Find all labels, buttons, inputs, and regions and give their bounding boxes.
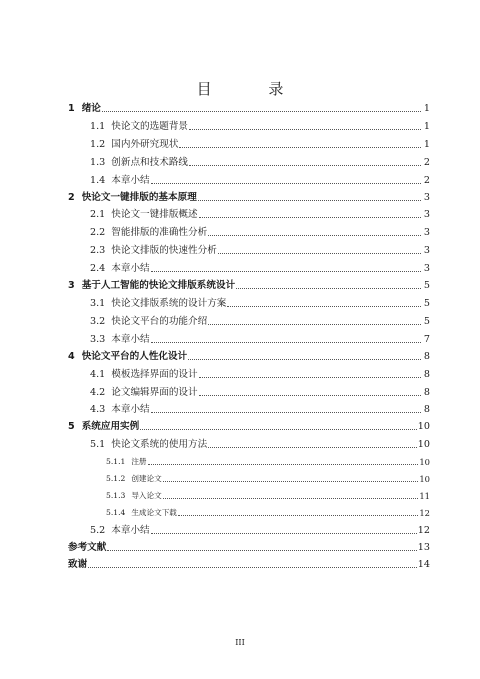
toc-entry-page: 14 (417, 559, 430, 571)
dot-leader (179, 147, 421, 148)
toc-entry[interactable] (68, 168, 430, 186)
dot-leader (163, 481, 419, 482)
dot-leader (151, 183, 421, 184)
dot-leader (151, 271, 421, 272)
toc-entry-page: 8 (423, 404, 430, 416)
toc-entry-number: 4.3 (90, 404, 106, 416)
dot-leader (151, 533, 417, 534)
dot-leader (236, 288, 421, 289)
toc-entry-page: 1 (423, 138, 430, 150)
toc-entry[interactable] (68, 150, 430, 168)
dot-leader (199, 217, 421, 218)
toc-entry-page: 3 (423, 245, 430, 257)
toc-entry[interactable] (68, 345, 430, 362)
toc-entry[interactable] (68, 186, 430, 203)
toc-entry-title: 快论文一键排版概述 (111, 209, 198, 221)
toc-entry-title: 本章小结 (111, 333, 150, 345)
dot-leader (151, 412, 421, 413)
dot-leader (148, 464, 419, 465)
toc-entry-page: 3 (423, 209, 430, 221)
toc-entry-page: 3 (423, 191, 430, 203)
toc-entry[interactable] (68, 501, 430, 518)
toc-entry-page: 2 (423, 156, 430, 168)
toc-entry-page: 3 (423, 227, 430, 239)
toc-entry-number: 1.3 (90, 156, 106, 168)
dot-leader (208, 324, 421, 325)
toc-entry-page: 3 (423, 263, 430, 275)
toc-entry-title: 致谢 (68, 559, 88, 571)
toc-entry[interactable] (68, 484, 430, 501)
table-of-contents (68, 97, 430, 570)
toc-entry-number: 5.1 (90, 439, 106, 451)
dot-leader (189, 129, 421, 130)
toc-entry[interactable] (68, 467, 430, 484)
toc-entry-page: 11 (419, 491, 430, 502)
toc-entry[interactable] (68, 362, 430, 380)
dot-leader (107, 550, 416, 551)
toc-entry-number: 2.3 (90, 245, 106, 257)
dot-leader (189, 165, 421, 166)
toc-entry[interactable] (68, 518, 430, 536)
toc-entry-title: 快论文的选题背景 (111, 120, 189, 132)
toc-entry-page: 12 (419, 508, 430, 519)
toc-entry-number: 3.1 (90, 298, 106, 310)
toc-entry-page: 10 (417, 439, 430, 451)
toc-entry-page: 8 (423, 350, 430, 362)
toc-entry-number: 1.2 (90, 138, 106, 150)
toc-entry-page: 5 (423, 298, 430, 310)
toc-entry-number: 1 (68, 103, 75, 114)
dot-leader (163, 498, 419, 499)
toc-entry-title: 导入论文 (131, 491, 162, 501)
dot-leader (218, 253, 421, 254)
toc-entry-page: 8 (423, 386, 430, 398)
toc-entry-page: 12 (417, 525, 430, 537)
toc-entry[interactable] (68, 380, 430, 398)
toc-entry-number: 5.1.3 (106, 491, 126, 501)
toc-entry-number: 5.1.4 (106, 508, 126, 518)
toc-entry-title: 快论文排版的快速性分析 (111, 245, 217, 257)
dot-leader (199, 395, 421, 396)
toc-entry-page: 10 (419, 457, 430, 468)
dot-leader (188, 359, 421, 360)
toc-entry-number: 4 (68, 350, 75, 362)
toc-entry[interactable] (68, 203, 430, 221)
toc-entry-title: 参考文献 (68, 542, 107, 554)
toc-entry-number: 3.2 (90, 315, 106, 327)
toc-entry-title: 快论文平台的功能介绍 (111, 315, 208, 327)
toc-entry[interactable] (68, 553, 430, 570)
toc-entry[interactable] (68, 238, 430, 256)
toc-entry-number: 2.4 (90, 263, 106, 275)
toc-entry-page: 1 (423, 103, 430, 114)
toc-entry-title: 快论文排版系统的设计方案 (111, 298, 227, 310)
toc-entry-title: 本章小结 (111, 404, 150, 416)
toc-entry-page: 13 (417, 542, 430, 554)
toc-entry-page: 10 (417, 421, 430, 433)
toc-entry-number: 2.2 (90, 227, 106, 239)
toc-entry[interactable] (68, 450, 430, 467)
toc-entry-page: 7 (423, 333, 430, 345)
toc-entry-title: 模板选择界面的设计 (111, 368, 198, 380)
toc-entry-title: 注册 (131, 457, 147, 467)
dot-leader (199, 377, 421, 378)
toc-entry[interactable] (68, 256, 430, 274)
toc-entry-number: 5.1.2 (106, 474, 126, 484)
toc-entry-page: 1 (423, 120, 430, 132)
toc-entry-number: 4.1 (90, 368, 106, 380)
toc-entry-page: 5 (423, 280, 430, 292)
toc-entry-title: 本章小结 (111, 174, 150, 186)
toc-entry-title: 论文编辑界面的设计 (111, 386, 198, 398)
toc-entry-title: 快论文平台的人性化设计 (81, 350, 188, 362)
toc-entry-title: 生成论文下载 (131, 508, 177, 518)
toc-entry[interactable] (68, 114, 430, 132)
toc-entry-number: 1.1 (90, 120, 106, 132)
toc-entry-title: 本章小结 (111, 263, 150, 275)
toc-entry-page: 8 (423, 368, 430, 380)
toc-entry[interactable] (68, 274, 430, 291)
toc-entry-number: 1.4 (90, 174, 106, 186)
toc-entry-title: 本章小结 (111, 525, 150, 537)
toc-entry[interactable] (68, 432, 430, 450)
toc-entry[interactable] (68, 309, 430, 327)
toc-entry-title: 绪论 (81, 103, 101, 114)
toc-entry-title: 快论文系统的使用方法 (111, 439, 208, 451)
toc-entry-title: 系统应用实例 (81, 421, 140, 433)
dot-leader (88, 567, 417, 568)
toc-entry[interactable] (68, 415, 430, 432)
page-number: III (235, 638, 245, 647)
dot-leader (178, 515, 418, 516)
toc-entry-page: 5 (423, 315, 430, 327)
toc-entry-number: 3 (68, 280, 75, 292)
dot-leader (102, 111, 421, 112)
dot-leader (227, 306, 421, 307)
toc-entry[interactable] (68, 132, 430, 150)
toc-entry[interactable] (68, 291, 430, 309)
page-title: 目 录 (196, 80, 310, 98)
toc-entry[interactable] (68, 327, 430, 345)
toc-entry-title: 基于人工智能的快论文排版系统设计 (81, 280, 236, 292)
toc-entry-page: 10 (419, 474, 430, 485)
toc-entry-page: 2 (423, 174, 430, 186)
dot-leader (151, 342, 421, 343)
toc-entry-number: 5.2 (90, 525, 106, 537)
toc-entry-number: 5.1.1 (106, 457, 126, 467)
toc-entry-number: 2.1 (90, 209, 106, 221)
toc-entry-title: 创建论文 (131, 474, 162, 484)
toc-entry-title: 国内外研究现状 (111, 138, 179, 150)
toc-entry-number: 2 (68, 191, 75, 203)
toc-entry[interactable] (68, 398, 430, 416)
toc-entry-number: 3.3 (90, 333, 106, 345)
toc-entry-number: 4.2 (90, 386, 106, 398)
toc-entry[interactable] (68, 97, 430, 114)
toc-entry-title: 快论文一键排版的基本原理 (81, 191, 197, 203)
toc-entry-number: 5 (68, 421, 75, 433)
dot-leader (208, 447, 417, 448)
dot-leader (208, 235, 421, 236)
toc-entry[interactable] (68, 220, 430, 238)
dot-leader (198, 200, 421, 201)
toc-entry-title: 创新点和技术路线 (111, 156, 189, 168)
toc-entry-title: 智能排版的准确性分析 (111, 227, 208, 239)
toc-entry[interactable] (68, 536, 430, 553)
dot-leader (140, 429, 417, 430)
